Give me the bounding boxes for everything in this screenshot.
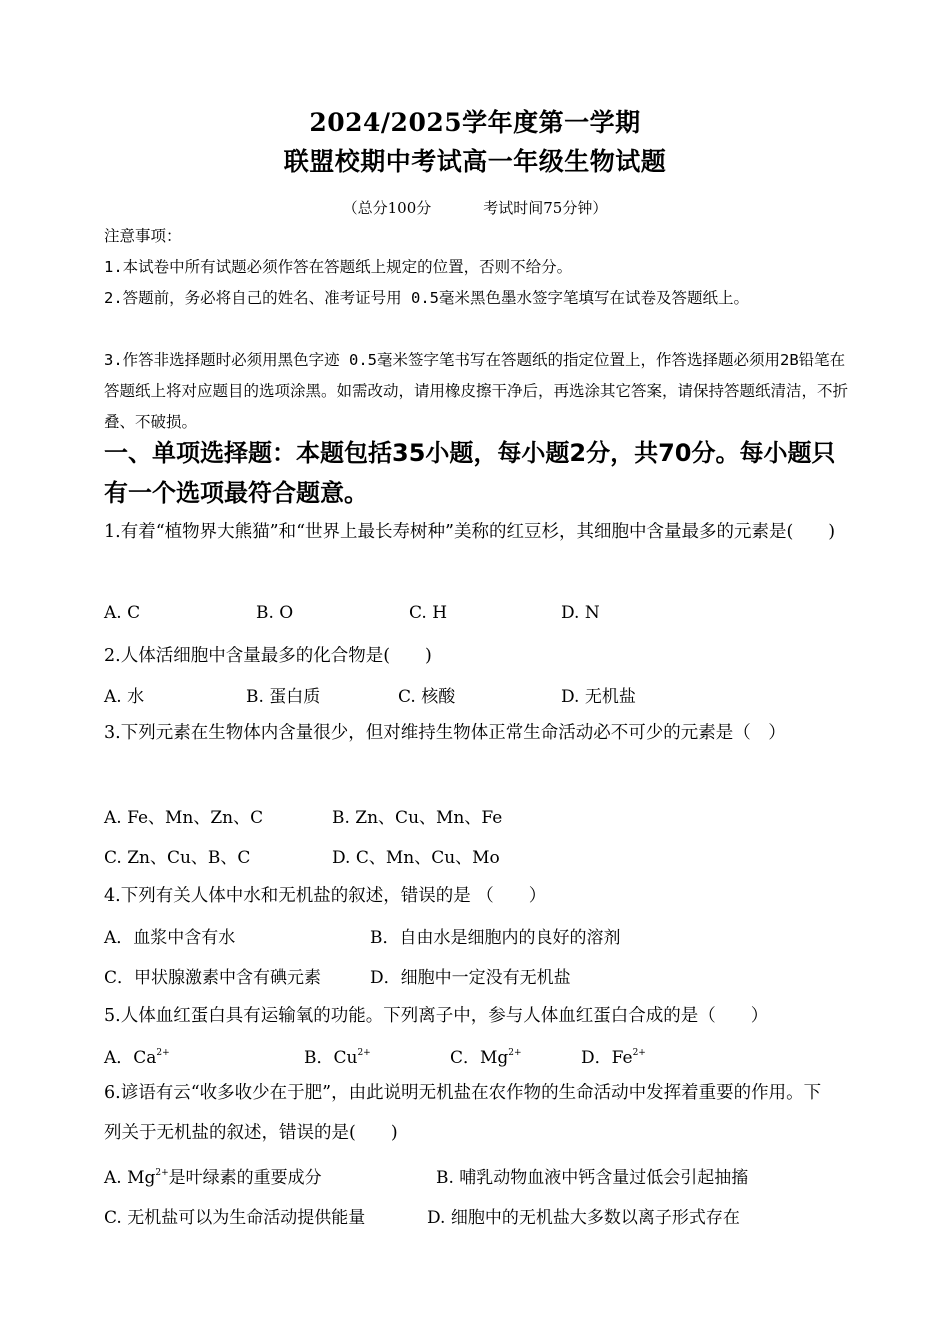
notice-item-1: 1.本试卷中所有试题必须作答在答题纸上规定的位置，否则不给分。	[104, 258, 573, 276]
question-3-option-c: C. Zn、Cu、B、C	[104, 848, 251, 868]
question-6-option-b: B. 哺乳动物血液中钙含量过低会引起抽搐	[436, 1168, 749, 1188]
notice-item-2: 2.答题前，务必将自己的姓名、准考证号用 0.5毫米黑色墨水签字笔填写在试卷及答题纸上。	[104, 289, 749, 307]
exam-title-year: 2024/2025学年度第一学期	[309, 108, 641, 137]
question-4-option-b: B．自由水是细胞内的良好的溶剂	[370, 928, 621, 948]
exam-title-subject: 联盟校期中考试高一年级生物试题	[283, 147, 667, 176]
question-2-option-d: D. 无机盐	[561, 687, 636, 707]
question-2-option-c: C. 核酸	[398, 687, 456, 707]
question-3-option-b: B. Zn、Cu、Mn、Fe	[332, 808, 503, 828]
exam-time: 考试时间75分钟）	[483, 199, 608, 217]
question-4-option-c: C．甲状腺激素中含有碘元素	[104, 968, 322, 988]
question-6-option-a: A. $Mg^{2+}$是叶绿素的重要成分	[104, 1168, 322, 1188]
question-5-option-b: B．$Cu^{2+}$	[304, 1048, 371, 1068]
exam-meta	[0, 197, 950, 218]
total-score: （总分100分	[342, 199, 432, 217]
question-6-stem: 6.谚语有云“收多收少在于肥”，由此说明无机盐在农作物的生命活动中发挥着重要的作用。下列关于无机盐的叙述，错误的是( )	[104, 1083, 822, 1143]
question-5-option-a: A．$Ca^{2+}$	[104, 1048, 170, 1068]
question-5-option-d: D．$Fe^{2+}$	[581, 1048, 646, 1068]
question-1-option-a: A. C	[104, 603, 141, 623]
question-5-option-c: C．$Mg^{2+}$	[450, 1048, 522, 1068]
question-4-option-a: A．血浆中含有水	[104, 928, 236, 948]
question-4-option-d: D．细胞中一定没有无机盐	[370, 968, 571, 988]
question-2-stem: 2.人体活细胞中含量最多的化合物是( )	[104, 646, 432, 666]
section-heading: 一、单项选择题：本题包括35小题，每小题2分，共70分。每小题只有一个选项最符合题意。	[104, 439, 836, 507]
question-2-option-a: A. 水	[104, 687, 145, 707]
question-5-stem: 5.人体血红蛋白具有运输氧的功能。下列离子中，参与人体血红蛋白合成的是（ ）	[104, 1006, 769, 1026]
question-3-stem: 3.下列元素在生物体内含量很少，但对维持生物体正常生命活动必不可少的元素是（ ）	[104, 723, 786, 743]
notice-item-3: 3.作答非选择题时必须用黑色字迹 0.5毫米签字笔书写在答题纸的指定位置上，作答选择题必须用2B铅笔在答题纸上将对应题目的选项涂黑。如需改动，请用橡皮擦干净后，再选涂其它答案，请保持答题纸清洁，不折叠、不破损。	[104, 351, 849, 431]
question-1-option-b: B. O	[256, 603, 294, 623]
question-1-stem: 1.有着“植物界大熊猫”和“世界上最长寿树种”美称的红豆杉，其细胞中含量最多的元素是( )	[104, 522, 836, 542]
question-3-option-d: D. C、Mn、Cu、Mo	[332, 848, 500, 868]
question-1-option-d: D. N	[561, 603, 600, 623]
question-3-option-a: A. Fe、Mn、Zn、C	[104, 808, 264, 828]
question-2-option-b: B. 蛋白质	[246, 687, 321, 707]
notice-title: 注意事项：	[104, 227, 182, 245]
question-6-option-c: C. 无机盐可以为生命活动提供能量	[104, 1208, 366, 1228]
question-1-option-c: C. H	[409, 603, 448, 623]
question-4-stem: 4.下列有关人体中水和无机盐的叙述，错误的是 （ ）	[104, 886, 547, 906]
question-6-option-d: D. 细胞中的无机盐大多数以离子形式存在	[427, 1208, 740, 1228]
